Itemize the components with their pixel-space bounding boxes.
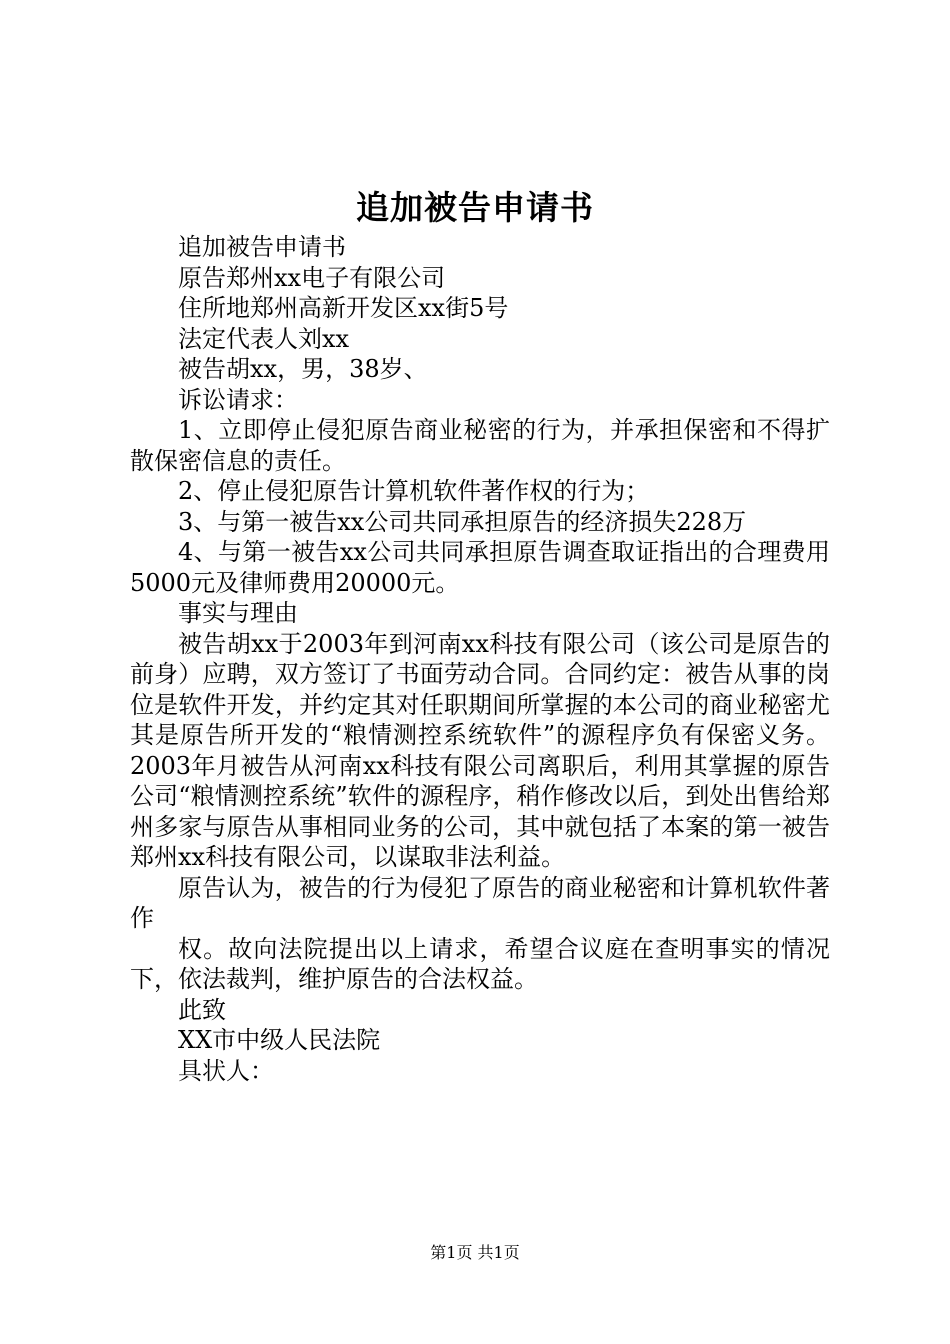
document-body [130,232,830,1086]
facts-paragraph: 被告胡xx于2003年到河南xx科技有限公司（该公司是原告的前身）应聘，双方签订了书面劳动合同。合同约定：被告从事的岗位是软件开发，并约定其对任职期间所掌握的本公司的商业秘密尤其是原告所开发的“粮情测控系统软件”的源程序负有保密义务。2003年月被告从河南xx科技有限公司离职后，利用其掌握的原告公司“粮情测控系统”软件的源程序，稍作修改以后，到处出售给郑州多家与原告从事相同业务的公司，其中就包括了本案的第一被告郑州xx科技有限公司，以谋取非法利益。 [130,629,830,871]
page-footer: 第1页 共1页 [430,1243,520,1262]
claim-item-1: 1、立即停止侵犯原告商业秘密的行为，并承担保密和不得扩散保密信息的责任。 [130,416,830,475]
heading-line: 追加被告申请书 [178,233,346,261]
defendant-line: 被告胡xx，男，38岁、 [178,355,428,383]
legal-representative-line: 法定代表人刘xx [178,324,350,353]
document-title: 追加被告申请书 [356,188,594,227]
claim-item-3: 3、与第一被告xx公司共同承担原告的经济损失228万 [178,507,747,536]
court-name-line: XX市中级人民法院 [178,1026,381,1054]
claims-heading: 诉讼请求： [178,385,298,414]
plaintiff-line: 原告郑州xx电子有限公司 [178,263,446,292]
opinion-paragraph: 原告认为，被告的行为侵犯了原告的商业秘密和计算机软件著作 [130,873,830,932]
claim-item-2: 2、停止侵犯原告计算机软件著作权的行为； [178,477,650,505]
address-line: 住所地郑州高新开发区xx街5号 [178,294,509,322]
facts-heading: 事实与理由 [178,599,298,627]
request-paragraph: 权。故向法院提出以上请求，希望合议庭在查明事实的情况下，依法裁判，维护原告的合法权益。 [130,934,830,993]
signer-line: 具状人： [178,1056,274,1085]
claim-item-4: 4、与第一被告xx公司共同承担原告调查取证指出的合理费用5000元及律师费用20000元。 [130,538,830,597]
salutation-line: 此致 [178,995,226,1024]
